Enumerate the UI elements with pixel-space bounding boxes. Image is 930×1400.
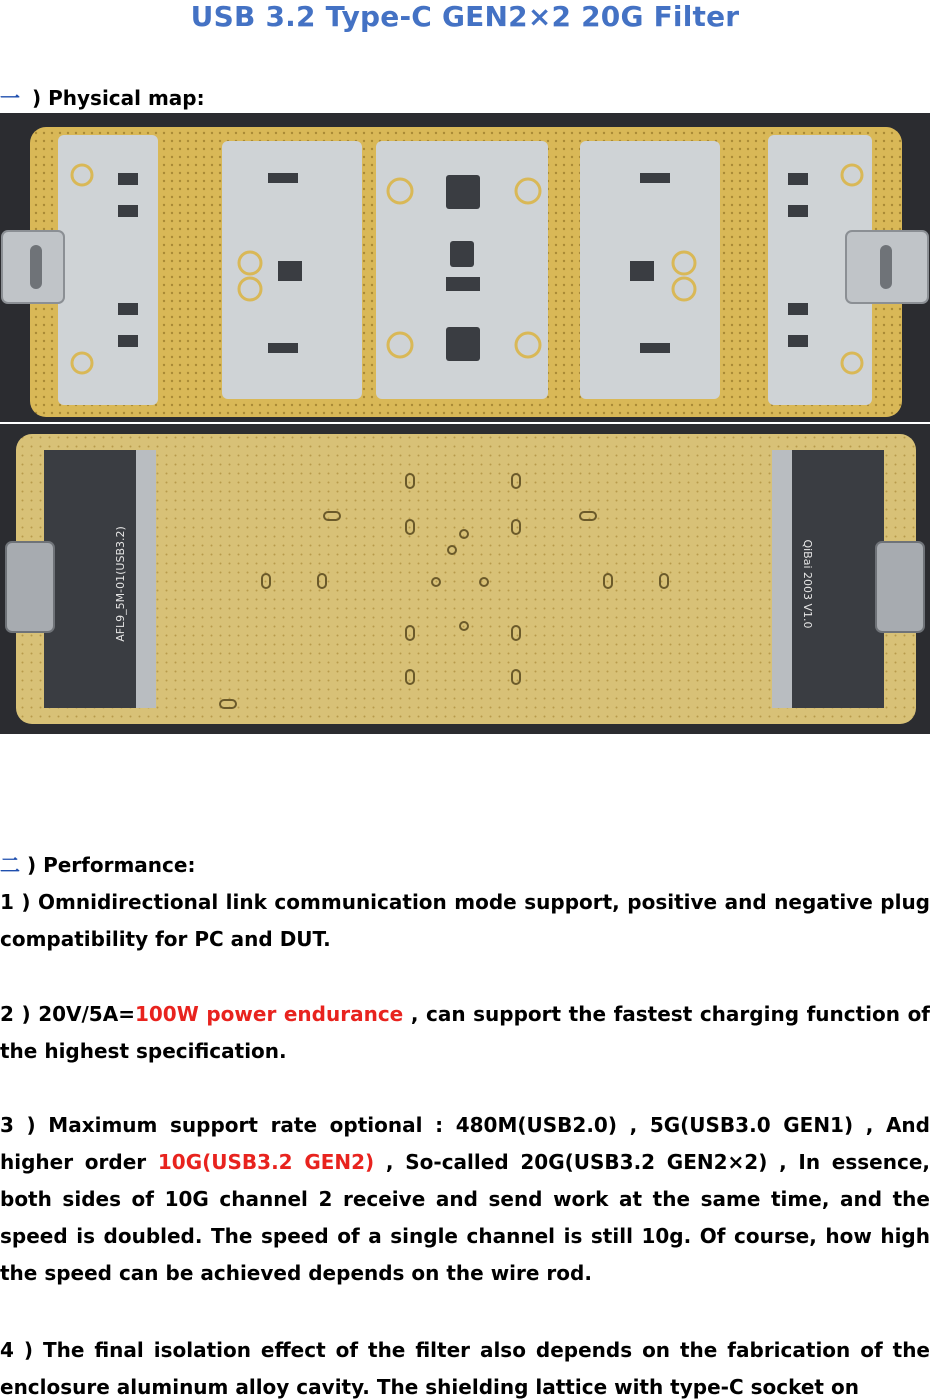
section-number: 一 <box>0 86 20 110</box>
pcb-section-center <box>376 141 548 399</box>
item-text: 3 ) Maximum support rate optional : 480M(USB2.0) , 5G(USB3.0 GEN1) , And higher order <box>0 1113 930 1174</box>
item-highlight: 10G(USB3.2 GEN2) <box>157 1150 375 1174</box>
document-title: USB 3.2 Type-C GEN2×2 20G Filter <box>190 0 740 33</box>
section-label: ) Performance: <box>26 853 196 877</box>
pcb-top-photo <box>0 113 930 422</box>
pcb-bottom-photo <box>0 424 930 734</box>
item-text: , can support the fastest charging function of the highest specification. <box>0 1002 930 1063</box>
performance-item-1: 1 ) Omnidirectional link communication mode support, positive and negative plug compatibility for PC and DUT. <box>0 890 930 951</box>
section-heading-performance <box>0 852 195 878</box>
item-text: 2 ) 20V/5A= <box>0 1002 135 1026</box>
item-text: , So-called 20G(USB3.2 GEN2×2) , In essence, both sides of 10G channel 2 receive and send work at the same time, and the speed is doubled. The speed of a single channel is still 10g. Of course, how high the speed can be achieved depends on the wire rod. <box>0 1150 930 1285</box>
section-heading-physical-map <box>0 85 205 111</box>
section-label: ) Physical map: <box>32 86 205 110</box>
pcb-section-filter-2 <box>580 141 720 399</box>
pcb-section-filter-1 <box>222 141 362 399</box>
performance-item-4: 4 ) The final isolation effect of the filter also depends on the fabrication of the enclosure aluminum alloy cavity. The shielding lattice with type-C socket on <box>0 1338 930 1399</box>
performance-item-3 <box>0 1107 930 1292</box>
silkscreen-right-label: QiBai 2003 V1.0 <box>801 539 814 629</box>
silkscreen-left-label: AFL9_5M-01(USB3.2) <box>114 526 127 642</box>
item-highlight: 100W power endurance <box>134 1002 404 1026</box>
performance-item-2 <box>0 996 930 1070</box>
section-number: 二 <box>0 853 20 877</box>
